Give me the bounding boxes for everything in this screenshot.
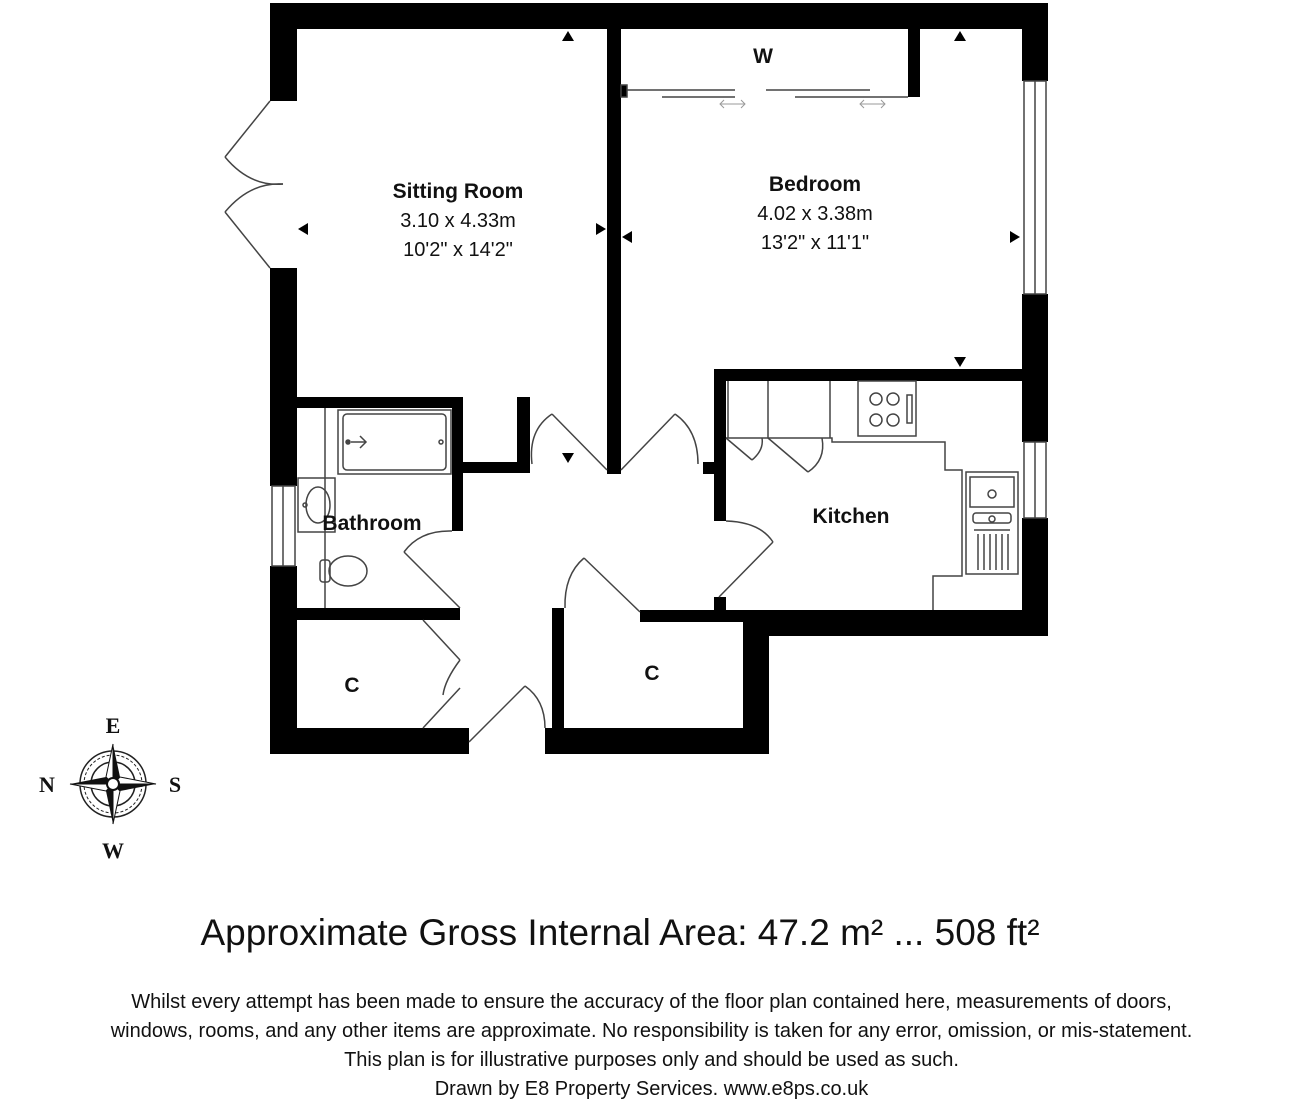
bedroom-title: Bedroom	[768, 173, 862, 196]
sitting-room-title: Sitting Room	[392, 180, 524, 203]
french-doors	[225, 101, 283, 268]
compass-east: E	[105, 713, 121, 738]
compass-south: S	[168, 772, 182, 797]
compass-north: N	[39, 772, 55, 797]
sitting-room-imperial: 10'2" x 14'2"	[403, 239, 513, 261]
kitchen-title: Kitchen	[812, 505, 890, 528]
cupboard-right-label: C	[644, 662, 660, 685]
toilet-icon	[320, 556, 367, 586]
hob-icon	[858, 381, 916, 436]
kitchen-fittings	[726, 381, 1018, 610]
bath-icon	[338, 410, 451, 474]
disclaimer-line-4: Drawn by E8 Property Services. www.e8ps.co.uk	[434, 1078, 869, 1100]
disclaimer-line-3: This plan is for illustrative purposes only and should be used as such.	[344, 1049, 959, 1071]
bedroom-imperial: 13'2" x 11'1"	[760, 232, 870, 254]
cupboard-left-label: C	[344, 674, 360, 697]
disclaimer-line-2: windows, rooms, and any other items are approximate. No responsibility is taken for any error, omission, or mis-statement.	[110, 1020, 1193, 1042]
compass-west: W	[102, 838, 124, 863]
gross-area-text: Approximate Gross Internal Area: 47.2 m² ... 508 ft²	[200, 912, 1040, 953]
sitting-room-metric: 3.10 x 4.33m	[400, 210, 516, 232]
bathroom-title: Bathroom	[322, 512, 422, 535]
disclaimer-line-1: Whilst every attempt has been made to ensure the accuracy of the floor plan contained here, measurements of doors,	[131, 991, 1172, 1013]
disclaimer	[0, 988, 1303, 1104]
wardrobe-sliders	[621, 85, 908, 108]
windows	[272, 81, 1046, 566]
wardrobe-label: W	[753, 45, 773, 68]
bedroom-metric: 4.02 x 3.38m	[757, 203, 873, 225]
bathroom-fittings	[298, 408, 451, 608]
compass-rose-icon	[39, 713, 181, 863]
sink-icon	[966, 472, 1018, 574]
